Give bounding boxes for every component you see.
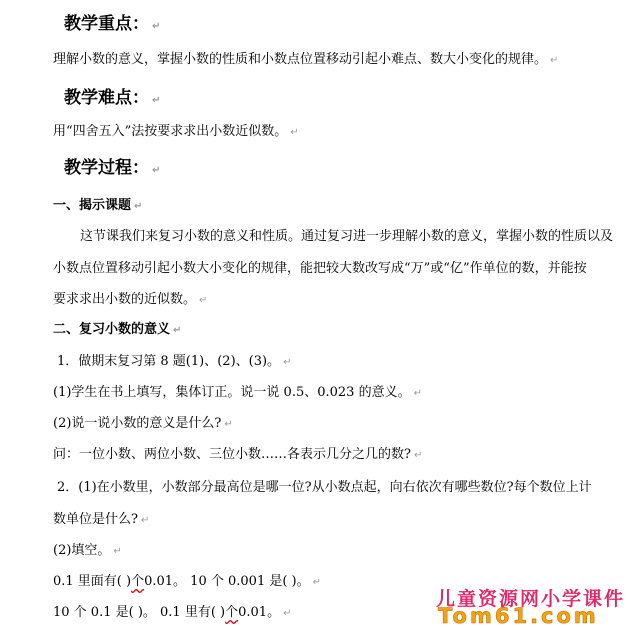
item-1-1: (1)学生在书上填写，集体订正。说一说 0.5、0.023 的意义。 ↵ [53,385,422,400]
question-line: 问：一位小数、两位小数、三位小数……各表示几分之几的数? ↵ [53,447,423,462]
part1-heading: 一、揭示课题 ↵ [53,198,143,213]
part1-line3: 要求求出小数的近似数。 ↵ [53,292,208,307]
spellcheck-squiggle: 个 [225,605,239,620]
process-heading: 教学过程： ↵ [64,158,161,178]
watermark-title: 儿童资源网小学课件 [436,588,626,610]
item-2-line2: 数单位是什么? ↵ [53,512,150,527]
paragraph-mark-icon: ↵ [413,450,423,461]
part1-line1: 这节课我们来复习小数的意义和性质。通过复习进一步理解小数的意义，掌握小数的性质以及 [80,229,614,244]
paragraph-mark-icon: ↵ [113,546,122,557]
paragraph-mark-icon: ↵ [550,55,559,66]
key-points-text: 理解小数的意义，掌握小数的性质和小数点位置移动引起小难点、数大小变化的规律。 ↵ [53,52,559,67]
item-1: 1．做期末复习第 8 题(1)、(2)、(3)。 ↵ [57,354,292,369]
paragraph-mark-icon: ↵ [290,127,299,138]
paragraph-mark-icon: ↵ [173,325,182,336]
difficulty-heading: 教学难点： ↵ [64,88,161,108]
key-points-heading: 教学重点： ↵ [64,14,161,34]
paragraph-mark-icon: ↵ [283,357,292,368]
item-2-line1: 2．(1)在小数里，小数部分最高位是哪一位?从小数点起，向右依次有哪些数位?每个数位上计 [57,480,592,495]
paragraph-mark-icon: ↵ [152,95,161,106]
spellcheck-squiggle: 个 [131,574,145,589]
part2-heading: 二、复习小数的意义 ↵ [53,322,182,337]
paragraph-mark-icon: ↵ [134,201,143,212]
difficulty-text: 用“四舍五入”法按要求求出小数近似数。 ↵ [53,124,299,139]
paragraph-mark-icon: ↵ [413,388,422,399]
paragraph-mark-icon: ↵ [152,165,161,176]
paragraph-mark-icon: ↵ [312,577,322,588]
paragraph-mark-icon: ↵ [152,21,161,32]
watermark-logo: Tom61.com [438,604,599,628]
item-2-2: (2)填空。 ↵ [53,543,122,558]
part1-line2: 小数点位置移动引起小数大小变化的规律，能把较大数改写成“万”或“亿”作单位的数，并能按 [53,261,587,276]
item-1-2: (2)说一说小数的意义是什么? ↵ [53,416,233,431]
paragraph-mark-icon: ↵ [224,419,233,430]
paragraph-mark-icon: ↵ [140,515,150,526]
fill-blank-1: 0.1 里面有( )个0.01。 10 个 0.001 是( )。 ↵ [53,574,322,589]
paragraph-mark-icon: ↵ [283,608,292,619]
paragraph-mark-icon: ↵ [199,295,208,306]
fill-blank-2: 10 个 0.1 是( )。 0.1 里有( )个0.01。 ↵ [53,605,292,620]
